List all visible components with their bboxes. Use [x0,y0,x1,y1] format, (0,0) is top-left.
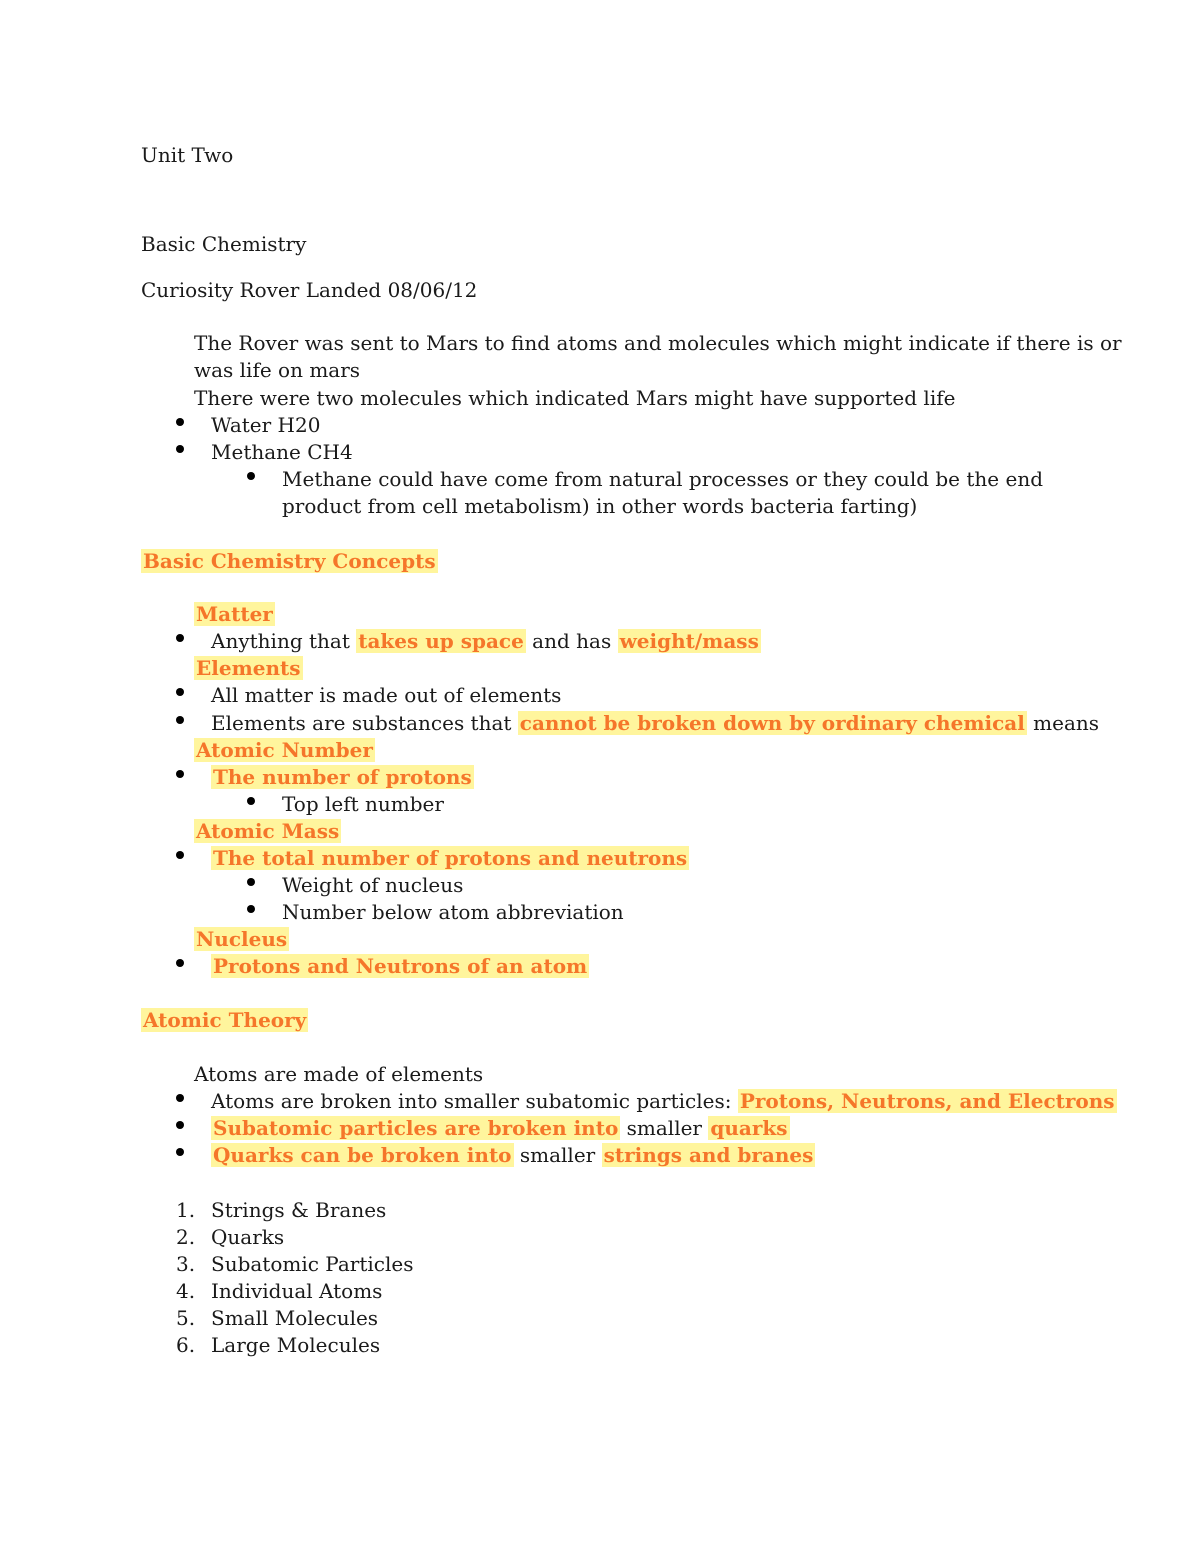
list-item [211,1115,790,1142]
highlighted-text: Subatomic particles are broken into [213,1116,619,1140]
rover-paragraph-line: was life on mars [194,358,361,382]
theory-intro: Atoms are made of elements [194,1062,484,1086]
bullet-icon [176,634,184,642]
bullet-icon [176,1148,184,1156]
list-item [211,953,589,980]
list-item [211,1142,815,1169]
term-atomic-number [194,737,375,764]
bullet-icon [176,418,184,426]
bullet-icon [176,1094,184,1102]
highlighted-text: Atomic Mass [196,819,340,843]
ordered-list-item: Individual Atoms [211,1279,383,1303]
bullet-icon [176,851,184,859]
term-matter [194,601,275,628]
list-item [211,764,474,791]
ordered-list-item: Subatomic Particles [211,1252,414,1276]
rover-landed-line: Curiosity Rover Landed 08/06/12 [141,278,478,302]
highlighted-text: Basic Chemistry Concepts [143,549,436,573]
plain-text: Atoms are broken into smaller subatomic particles: [211,1089,738,1113]
list-number: 6. [176,1333,196,1357]
highlighted-text: The total number of protons and neutrons [213,846,688,870]
list-item: Methane CH4 [211,440,353,464]
highlighted-text: Protons, Neutrons, and Electrons [739,1089,1115,1113]
plain-text: and has [525,629,618,653]
rover-paragraph-line: The Rover was sent to Mars to find atoms and molecules which might indicate if there is or [194,331,1122,355]
highlighted-text: strings and branes [603,1143,814,1167]
highlighted-text: weight/mass [619,629,759,653]
plain-text: means [1026,711,1100,735]
plain-text: Elements are substances that [211,711,518,735]
list-item: Weight of nucleus [282,873,464,897]
rover-paragraph-line: There were two molecules which indicated Mars might have supported life [194,386,956,410]
list-item: Methane could have come from natural processes or they could be the end [282,467,1043,491]
bullet-icon [176,716,184,724]
list-number: 2. [176,1225,196,1249]
bullet-icon [176,445,184,453]
highlighted-text: The number of protons [213,765,472,789]
highlighted-text: cannot be broken down by ordinary chemical [519,711,1025,735]
plain-text: smaller [620,1116,709,1140]
highlighted-text: Protons and Neutrons of an atom [213,954,588,978]
bullet-icon [176,959,184,967]
list-item: Water H20 [211,413,321,437]
doc-title: Unit Two [141,143,234,167]
term-elements [194,655,303,682]
ordered-list-item: Strings & Branes [211,1198,387,1222]
highlighted-text: takes up space [358,629,524,653]
bullet-icon [247,878,255,886]
section-heading-concepts [141,548,438,575]
list-number: 4. [176,1279,196,1303]
bullet-icon [247,472,255,480]
list-item [211,710,1099,737]
plain-text: smaller [513,1143,602,1167]
bullet-icon [247,905,255,913]
list-item [211,845,689,872]
section-heading-atomic-theory [141,1007,308,1034]
list-item [211,628,761,655]
list-number: 3. [176,1252,196,1276]
list-item [211,1088,1117,1115]
highlighted-text: Quarks can be broken into [213,1143,512,1167]
list-number: 1. [176,1198,196,1222]
highlighted-text: quarks [710,1116,788,1140]
term-nucleus [194,926,289,953]
list-number: 5. [176,1306,196,1330]
list-item: Top left number [282,792,444,816]
bullet-icon [247,797,255,805]
highlighted-text: Atomic Number [196,738,373,762]
bullet-icon [176,688,184,696]
list-item: Number below atom abbreviation [282,900,624,924]
highlighted-text: Nucleus [196,927,288,951]
list-item: All matter is made out of elements [211,683,562,707]
doc-subtitle: Basic Chemistry [141,232,307,256]
ordered-list-item: Small Molecules [211,1306,379,1330]
list-item-continuation: product from cell metabolism) in other words bacteria farting) [282,494,918,518]
bullet-icon [176,770,184,778]
highlighted-text: Matter [196,602,273,626]
highlighted-text: Atomic Theory [143,1008,307,1032]
ordered-list-item: Large Molecules [211,1333,381,1357]
term-atomic-mass [194,818,341,845]
highlighted-text: Elements [196,656,301,680]
ordered-list-item: Quarks [211,1225,285,1249]
bullet-icon [176,1121,184,1129]
plain-text: Anything that [211,629,357,653]
